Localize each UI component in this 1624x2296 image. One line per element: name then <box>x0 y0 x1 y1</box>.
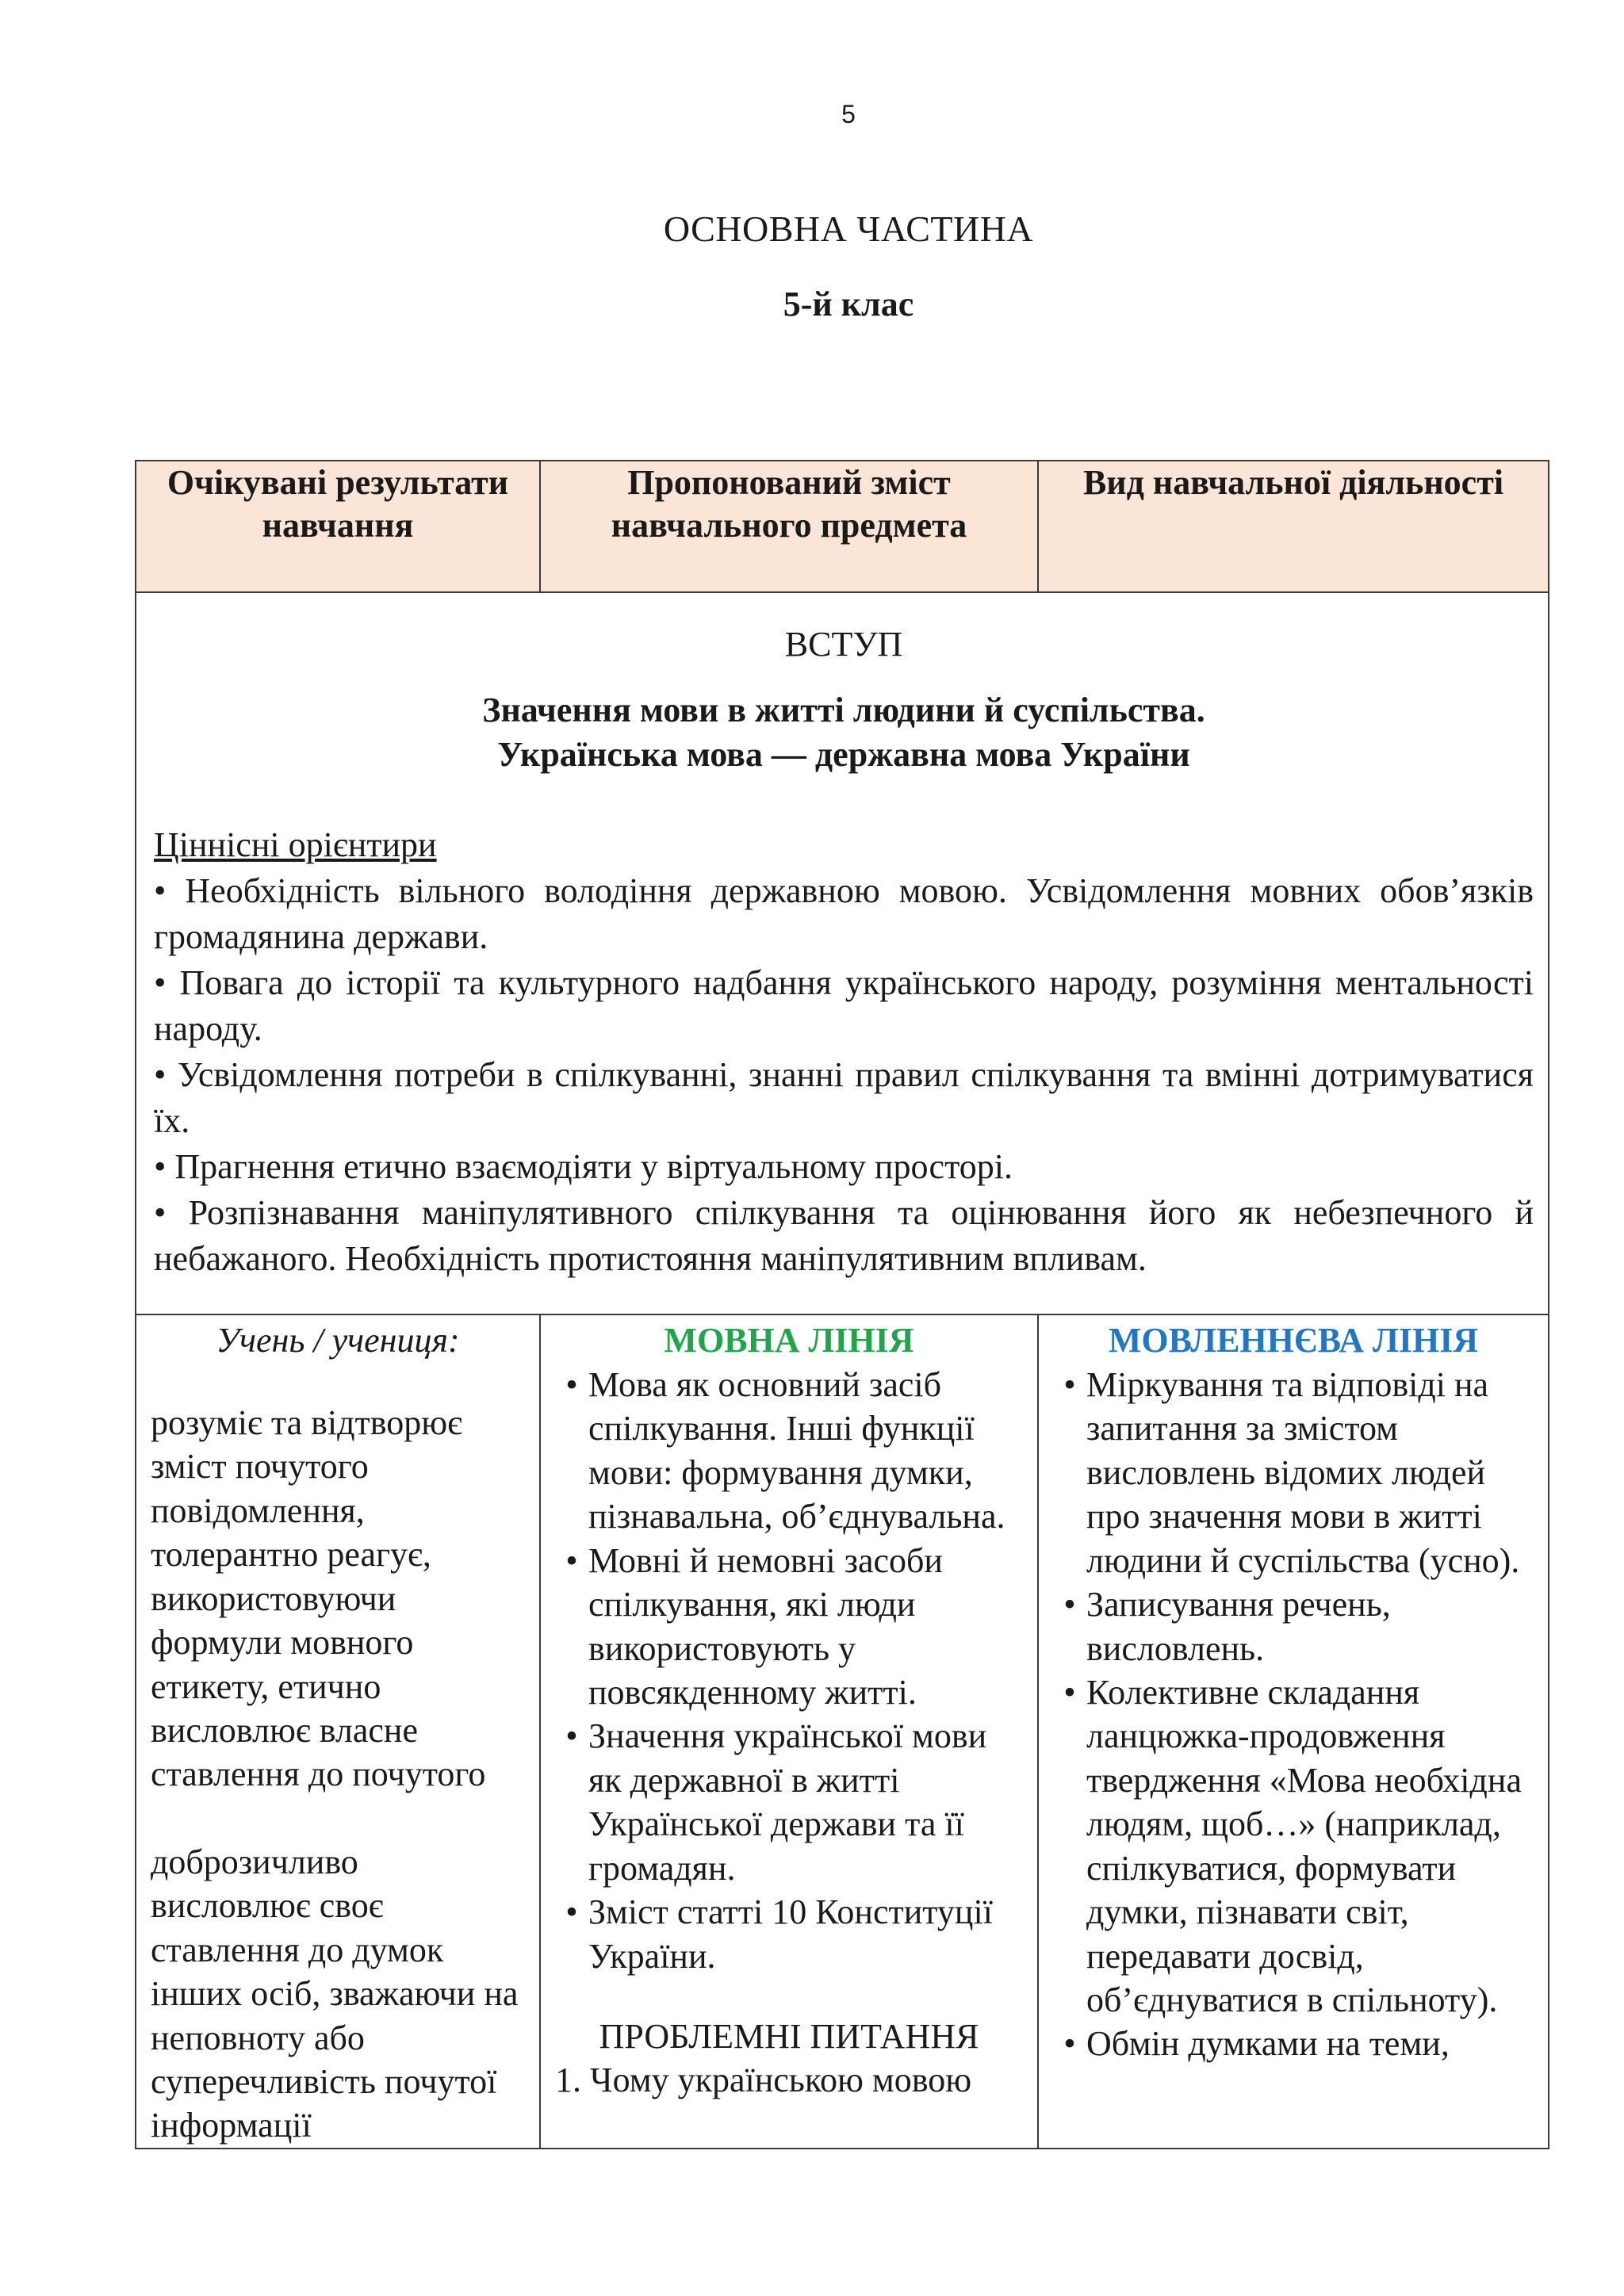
intro-subtitle <box>154 688 1534 778</box>
curriculum-table <box>135 460 1549 2149</box>
header-expected-results: Очікувані результати навчання <box>136 461 540 592</box>
intro-subtitle-line: Українська мова — державна мова України <box>497 735 1190 775</box>
grade-title: 5-й клас <box>783 285 914 323</box>
page-number: 5 <box>841 100 856 128</box>
intro-subtitle-line: Значення мови в житті людини й суспільства. <box>482 691 1205 730</box>
content-row <box>136 1314 1549 2148</box>
value-item: • Прагнення етично взаємодіяти у віртуальному просторі. <box>154 1147 1013 1187</box>
activity-type-cell <box>1038 1314 1549 2148</box>
value-item: • Повага до історії та культурного надбання українського народу, розуміння ментальності народу. <box>154 962 1534 1049</box>
header-proposed-content: Пропонований зміст навчального предмета <box>540 461 1038 592</box>
problem-questions-title: ПРОБЛЕМНІ ПИТАННЯ <box>599 2017 979 2057</box>
intro-heading: ВСТУП <box>784 625 903 664</box>
content-item: • Мова як основний засіб спілкування. Інші функції мови: формування думки, пізнавальна, об’єднувальна. <box>565 1364 1005 1536</box>
intro-row <box>136 592 1549 1314</box>
section-title: ОСНОВНА ЧАСТИНА <box>663 209 1034 249</box>
content-item: • Зміст статті 10 Конституції України. <box>565 1892 993 1976</box>
content-item: • Значення української мови як державної в житті Української держави та її громадян. <box>565 1716 987 1888</box>
speech-line-title: МОВЛЕННЄВА ЛІНІЯ <box>1108 1321 1479 1360</box>
value-item: • Розпізнавання маніпулятивного спілкування та оцінювання його як небезпечного й небажаного. Необхідність протистояння маніпулятивним впливам. <box>154 1193 1534 1279</box>
header-activity-type: Вид навчальної діяльності <box>1038 461 1549 592</box>
student-label: Учень / учениця: <box>216 1321 460 1360</box>
outcome-text: доброзичливо висловлює своє ставлення до думок інших осіб, зважаючи на неповноту або суперечливість почутої інформації <box>151 1842 519 2145</box>
values-label: Ціннісні орієнтири <box>154 825 437 864</box>
content-item: • Мовні й немовні засоби спілкування, які люди використовують у повсякденному житті. <box>565 1540 943 1712</box>
intro-cell <box>136 592 1549 1314</box>
problem-question: 1. Чому українською мовою <box>555 2061 972 2100</box>
proposed-content-cell <box>540 1314 1038 2148</box>
activity-item: • Міркування та відповіді на запитання за змістом висловлень відомих людей про значення мови в житті людини й суспільства (усно). <box>1063 1364 1520 1580</box>
activity-item: • Колективне складання ланцюжка-продовження твердження «Мова необхідна людям, щоб…» (наприклад, спілкуватися, формувати думки, пізнавати світ, передавати досвід, об’єднуватися в спільноту). <box>1063 1672 1522 2020</box>
table-header-row <box>136 461 1549 592</box>
language-line-title: МОВНА ЛІНІЯ <box>664 1321 914 1360</box>
activity-item: • Записування речень, висловлень. <box>1063 1585 1391 1668</box>
value-item: • Усвідомлення потреби в спілкуванні, знанні правил спілкування та вмінні дотримуватися їх. <box>154 1055 1534 1141</box>
activity-item: • Обмін думками на теми, <box>1063 2024 1450 2064</box>
outcome-text: розуміє та відтворює зміст почутого повідомлення, толерантно реагує, використовуючи формули мовного етикету, етично висловлює власне ставлення до почутого <box>151 1402 486 1794</box>
expected-results-cell <box>136 1314 540 2148</box>
value-item: • Необхідність вільного володіння державною мовою. Усвідомлення мовних обов’язків громадянина держави. <box>154 871 1534 956</box>
